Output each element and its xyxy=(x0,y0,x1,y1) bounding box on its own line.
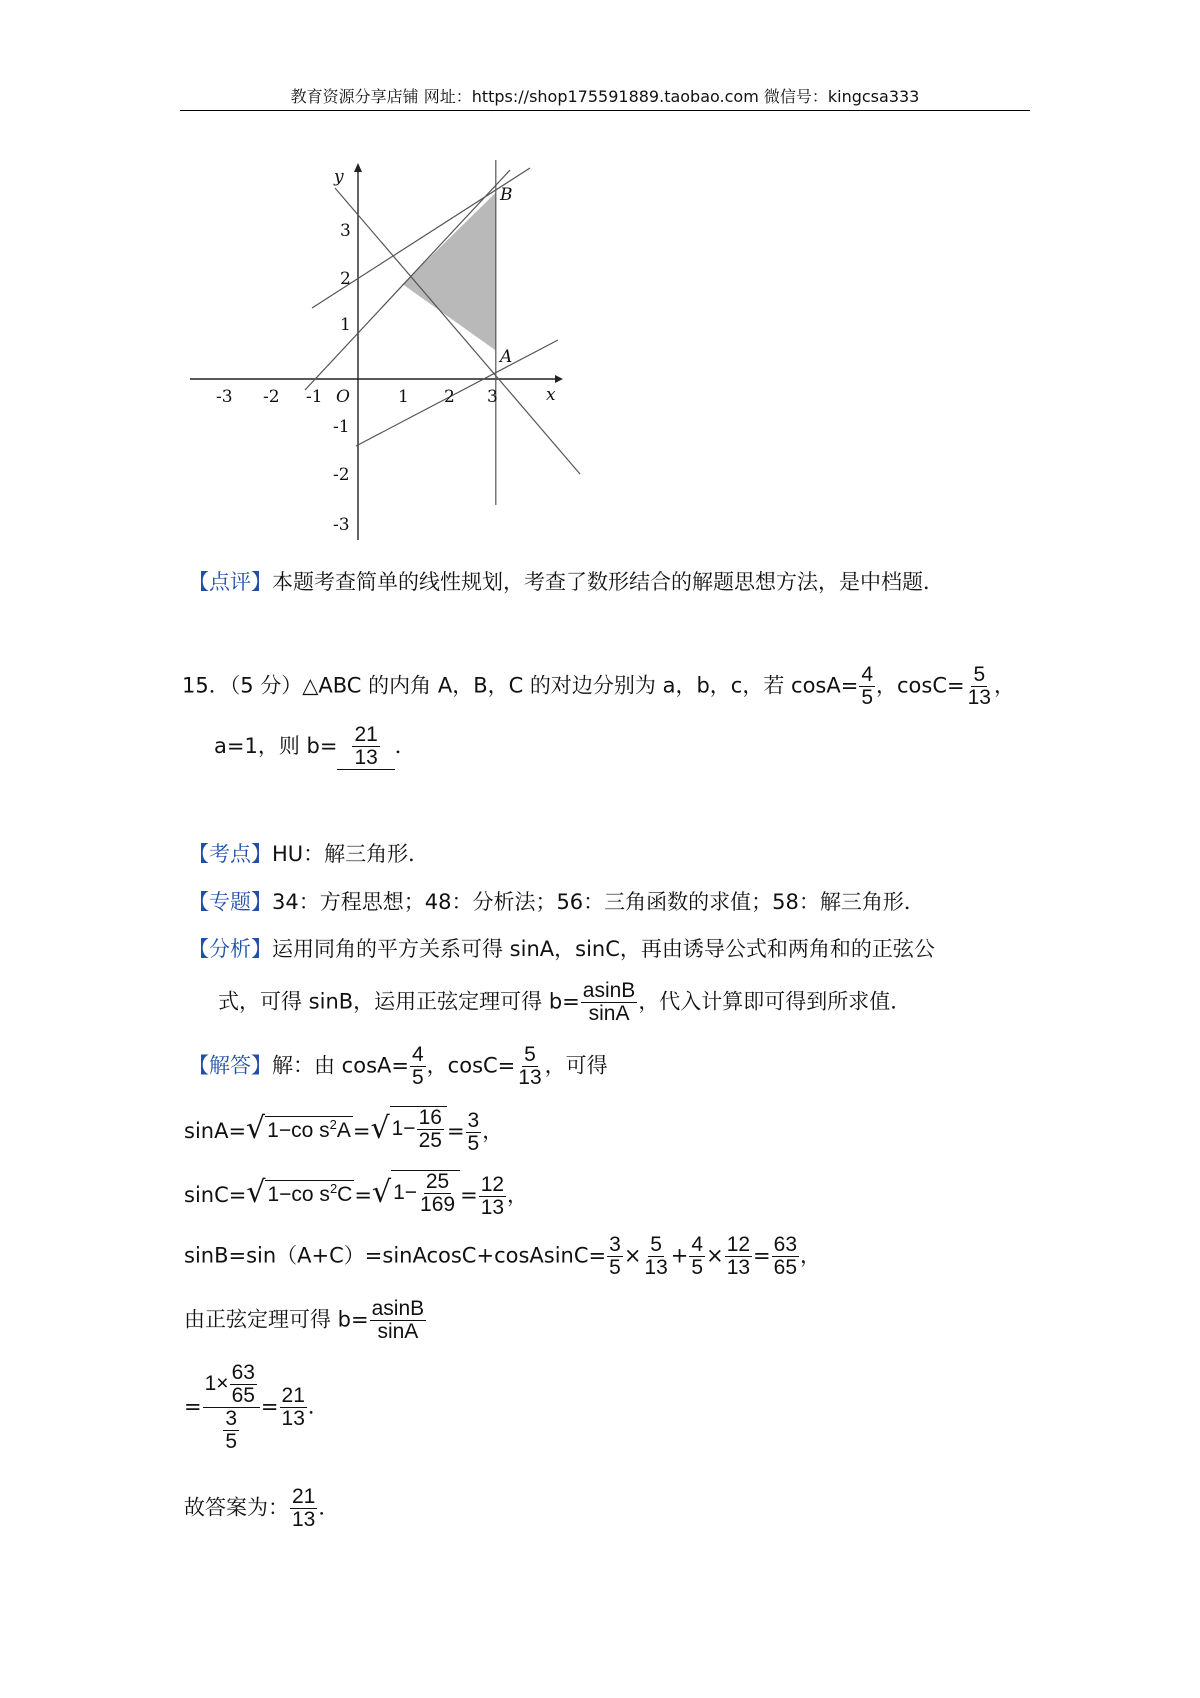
y-tick-label: 3 xyxy=(340,221,351,241)
x-axis-label: x xyxy=(546,385,556,405)
point-a-label: A xyxy=(500,347,513,367)
line-lower-shallow xyxy=(356,340,558,446)
shaded-feasible-region xyxy=(403,193,496,351)
x-tick-label: -3 xyxy=(216,387,233,407)
question-15-line2: a=1，则 b= $\frac{21}{13}$ ． xyxy=(214,723,416,770)
zhuanti-line: 【专题】34：方程思想；48：分析法；56：三角函数的求值；58：解三角形． xyxy=(188,890,925,914)
zhuanti-tag: 【专题】 xyxy=(188,890,272,914)
y-tick-label: -3 xyxy=(333,515,350,535)
y-axis-label: y xyxy=(334,167,344,187)
x-tick-label: -1 xyxy=(306,387,323,407)
sinA-line: sinA= √ 1−co $s^2A$ = √ 1− $\frac{16}{25}$ = $\frac{3}{5}$ ， xyxy=(184,1106,504,1155)
question-15-line1: 15．（5 分）△ABC 的内角 A，B，C 的对边分别为 a，b，c，若 cosA= $\frac{4}{5}$ ，cosC= $\frac{5}{13}$ ， xyxy=(182,663,1015,710)
review-line xyxy=(188,566,944,596)
x-tick-label: 3 xyxy=(487,387,498,407)
x-tick-label: 2 xyxy=(444,387,455,407)
y-tick-label: 1 xyxy=(340,315,351,335)
x-tick-label: 1 xyxy=(398,387,409,407)
fenxi-line2: 式，可得 sinB，运用正弦定理可得 b= $\frac{asinB}{\sin A}$ ，代入计算即可得到所求值． xyxy=(218,979,912,1026)
cosA-fraction: $\frac{4}{5}$ xyxy=(861,663,874,710)
x-axis-arrow xyxy=(555,375,563,383)
sinC-line: sinC= √ 1−co $s^2C$ = √ 1− $\frac{25}{169}$ = $\frac{12}{13}$ ， xyxy=(184,1170,529,1219)
sinB-line: sinB=sin（A+C）=sinAcosC+cosAsinC= $\frac{3}{5}$ × $\frac{5}{13}$ + $\frac{4}{5}$ × $\frac{12}{13}$ = $\frac{63}{65}$ ， xyxy=(184,1233,822,1280)
answer-blank: $\frac{21}{13}$ xyxy=(337,724,394,770)
compound-fraction: 1× $\frac{63}{65}$ $\frac{3}{5}$ xyxy=(203,1362,260,1453)
review-text: 本题考查简单的线性规划，考查了数形结合的解题思想方法，是中档题． xyxy=(272,570,944,594)
fenxi-line1: 【分析】运用同角的平方关系可得 sinA，sinC，再由诱导公式和两角和的正弦公 xyxy=(188,937,935,961)
y-tick-label: -1 xyxy=(333,417,350,437)
kaodian-tag: 【考点】 xyxy=(188,842,272,866)
point-b-label: B xyxy=(500,185,513,205)
coordinate-figure xyxy=(180,160,600,550)
y-tick-label: 2 xyxy=(340,269,351,289)
law-of-sines-line: 由正弦定理可得 b= $\frac{asinB}{\sin A}$ xyxy=(184,1297,425,1344)
asinB-over-sinA-fraction: $\frac{asinB}{\sin A}$ xyxy=(582,979,636,1026)
page-header: 教育资源分享店铺 网址：https://shop175591889.taobao.com 微信号：kingcsa333 xyxy=(290,87,920,106)
question-text: 15．（5 分）△ABC 的内角 A，B，C 的对边分别为 a，b，c，若 cosA= xyxy=(182,673,859,698)
header-rule xyxy=(180,110,1030,111)
kaodian-line: 【考点】HU：解三角形． xyxy=(188,842,430,866)
jieda-line1: 【解答】解：由 cosA= $\frac{4}{5}$ ，cosC= $\frac{5}{13}$ ，可得 xyxy=(188,1043,608,1090)
conclusion-line: 故答案为： $\frac{21}{13}$ ． xyxy=(184,1485,340,1532)
origin-label: O xyxy=(336,387,350,407)
y-axis-arrow xyxy=(354,163,362,172)
review-tag: 【点评】 xyxy=(188,570,272,594)
fenxi-tag: 【分析】 xyxy=(188,937,272,961)
cosC-fraction: $\frac{5}{13}$ xyxy=(967,663,991,710)
final-computation: = 1× $\frac{63}{65}$ $\frac{3}{5}$ = $\frac{21}{13}$ ． xyxy=(184,1361,329,1454)
y-tick-label: -2 xyxy=(333,465,350,485)
jieda-tag: 【解答】 xyxy=(188,1053,272,1078)
x-tick-label: -2 xyxy=(263,387,280,407)
